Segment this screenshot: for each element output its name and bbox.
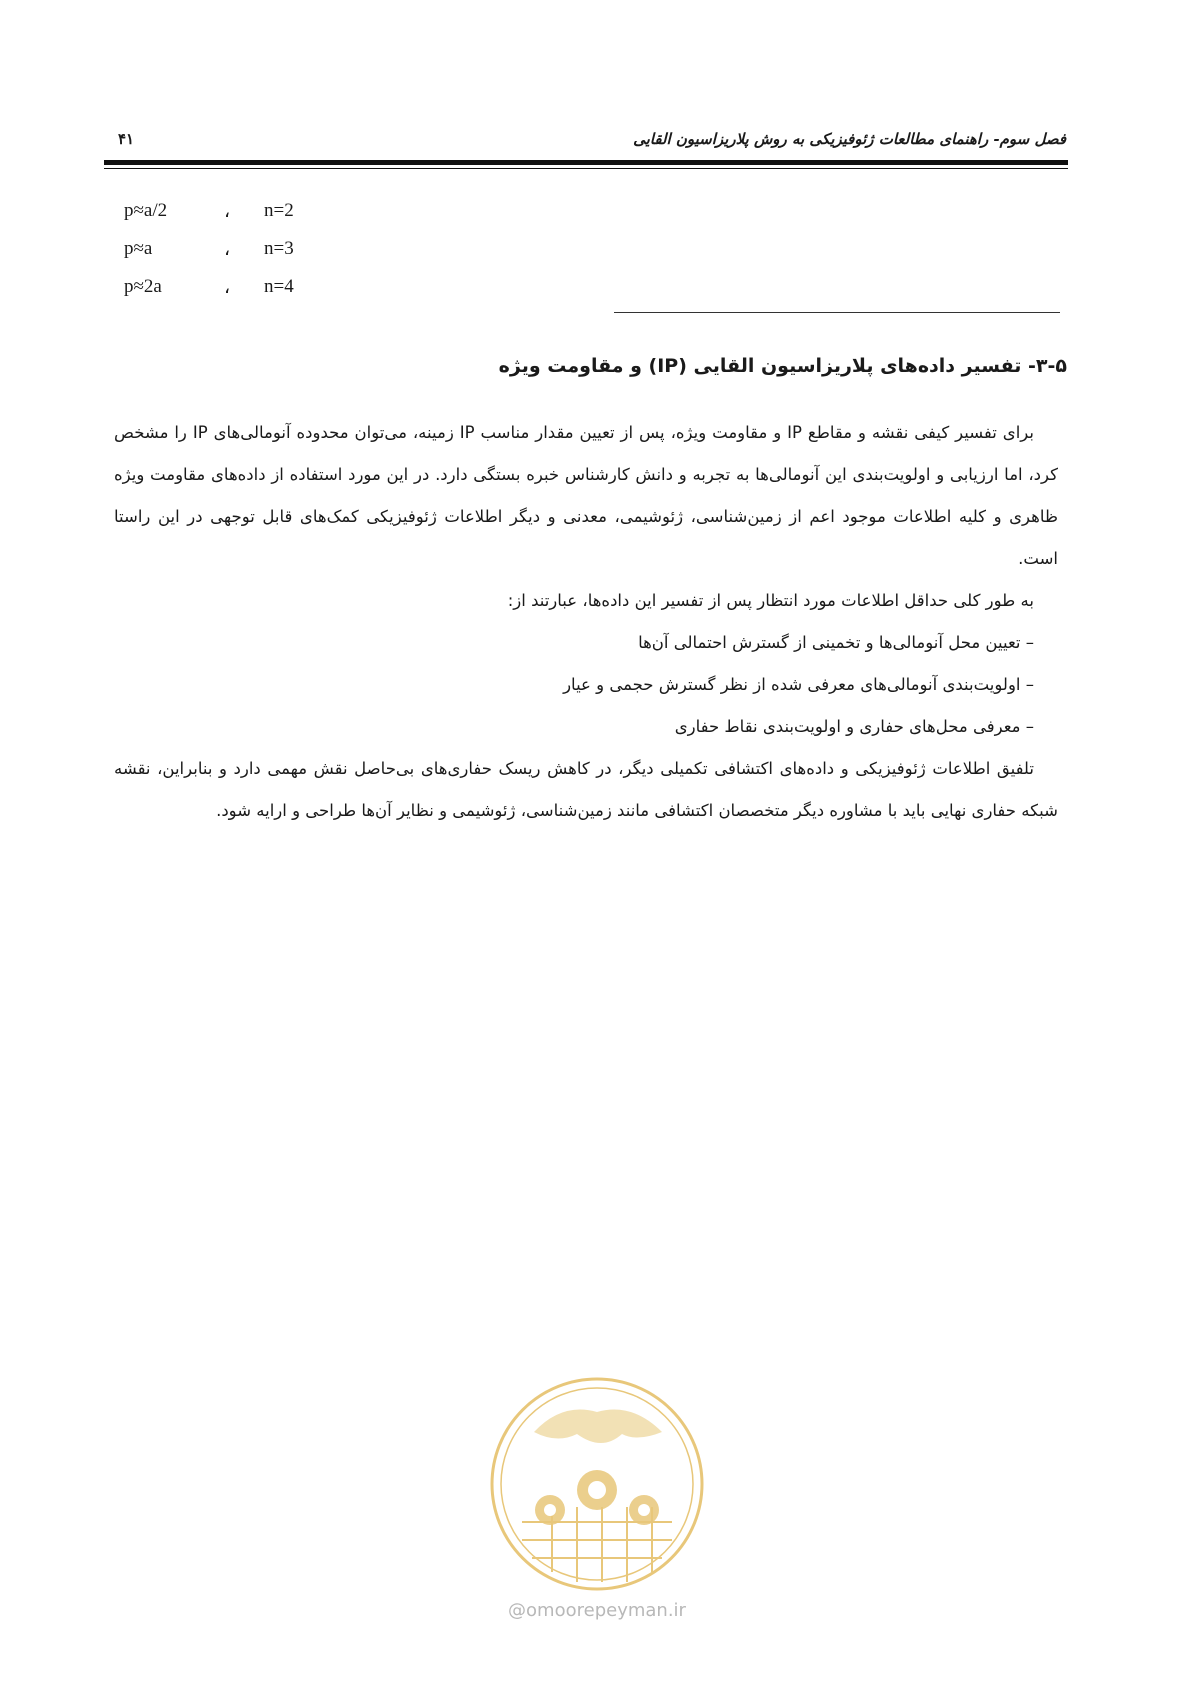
section-body bbox=[114, 412, 1058, 832]
watermark bbox=[472, 1372, 722, 1662]
formula-separator: ، bbox=[224, 201, 231, 222]
formula-separator: ، bbox=[224, 277, 231, 298]
footnote-rule bbox=[614, 312, 1060, 313]
section-heading: ۳-۵- تفسیر داده‌های پلاریزاسیون القایی (IP) و مقاومت ویژه bbox=[498, 355, 1067, 377]
list-item: – اولویت‌بندی آنومالی‌های معرفی شده از نظر گسترش حجمی و عیار bbox=[563, 675, 1034, 694]
formula-rhs: n=2 bbox=[264, 200, 294, 221]
list-item: – تعیین محل آنومالی‌ها و تخمینی از گسترش احتمالی آن‌ها bbox=[638, 633, 1034, 652]
formula-lhs: p≈a bbox=[124, 238, 153, 259]
formula-rhs: n=3 bbox=[264, 238, 294, 259]
list-item: – معرفی محل‌های حفاری و اولویت‌بندی نقاط حفاری bbox=[674, 717, 1034, 736]
formula-row bbox=[124, 200, 364, 238]
page-header bbox=[104, 126, 1066, 156]
paragraph: تلفیق اطلاعات ژئوفیزیکی و داده‌های اکتشافی تکمیلی دیگر، در کاهش ریسک حفاری‌های بی‌حاصل نقش مهمی دارد و بنابراین، نقشه شبکه حفاری نهایی باید با مشاوره دیگر متخصصان اکتشافی مانند زمین‌شناسی، ژئوشیمی و نظایر آن‌ها طراحی و ارایه شود. bbox=[114, 759, 1058, 820]
formula-block bbox=[124, 200, 364, 314]
page-number: ۴۱ bbox=[118, 130, 135, 148]
formula-lhs: p≈2a bbox=[124, 276, 162, 297]
formula-row bbox=[124, 276, 364, 314]
formula-rhs: n=4 bbox=[264, 276, 294, 297]
watermark-site: @omoorepeyman.ir bbox=[508, 1600, 686, 1621]
header-title: فصل سوم- راهنمای مطالعات ژئوفیزیکی به روش پلاریزاسیون القایی bbox=[633, 130, 1066, 148]
formula-lhs: p≈a/2 bbox=[124, 200, 168, 221]
header-rule-thin bbox=[104, 168, 1068, 169]
watermark-logo-icon bbox=[472, 1372, 722, 1597]
formula-separator: ، bbox=[224, 239, 231, 260]
paragraph: به طور کلی حداقل اطلاعات مورد انتظار پس از تفسیر این داده‌ها، عبارتند از: bbox=[507, 591, 1034, 610]
header-rule-thick bbox=[104, 160, 1068, 165]
formula-row bbox=[124, 238, 364, 276]
paragraph: برای تفسیر کیفی نقشه و مقاطع IP و مقاومت ویژه، پس از تعیین مقدار مناسب IP زمینه، می‌توان محدوده آنومالی‌های IP را مشخص کرد، اما ارزیابی و اولویت‌بندی این آنومالی‌ها به تجربه و دانش کارشناس خبره بستگی دارد. در این مورد استفاده از داده‌های مقاومت ویژه ظاهری و کلیه اطلاعات موجود اعم از زمین‌شناسی، ژئوشیمی، معدنی و دیگر اطلاعات ژئوفیزیکی کمک‌های قابل توجهی در این راستا است. bbox=[114, 423, 1058, 568]
